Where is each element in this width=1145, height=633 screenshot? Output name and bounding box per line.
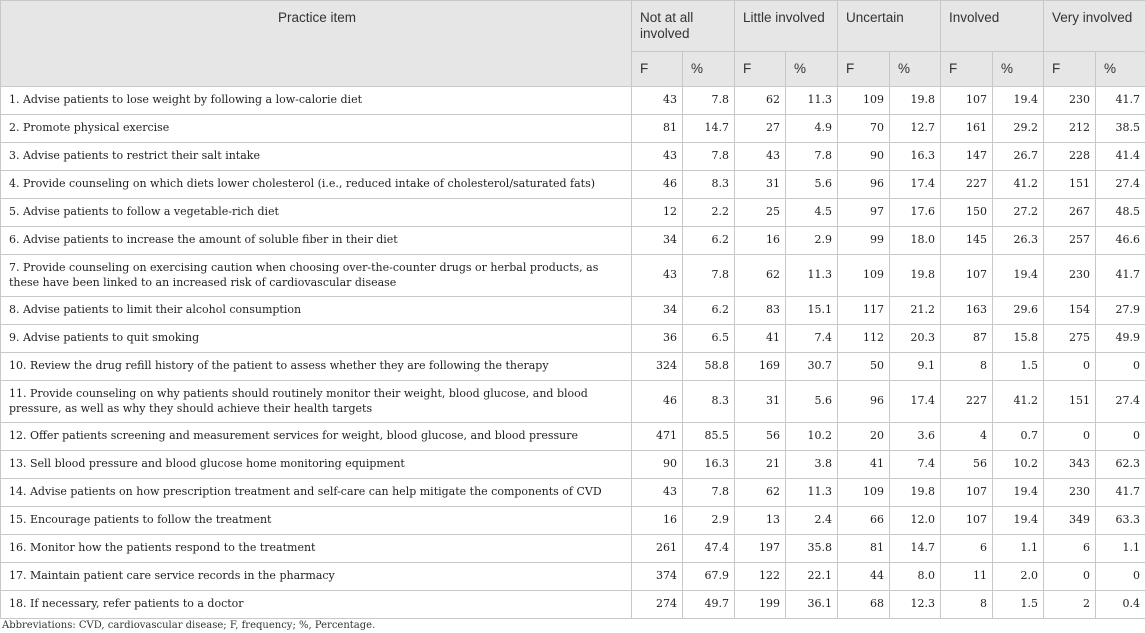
table-row	[1, 255, 1145, 297]
practice-item-header: Practice item	[1, 1, 632, 87]
frequency-cell: 16	[735, 227, 786, 255]
practice-item-cell: 7. Provide counseling on exercising caution when choosing over-the-counter drugs or herbal products, as these have been linked to an increased risk of cardiovascular disease	[1, 255, 632, 297]
frequency-cell: 343	[1044, 451, 1096, 479]
percentage-cell: 7.8	[683, 143, 735, 171]
frequency-cell: 43	[735, 143, 786, 171]
percentage-cell: 15.8	[993, 325, 1044, 353]
frequency-cell: 109	[838, 479, 890, 507]
table-row	[1, 451, 1145, 479]
frequency-cell: 43	[632, 87, 683, 115]
practice-item-cell: 15. Encourage patients to follow the treatment	[1, 507, 632, 535]
percentage-cell: 6.2	[683, 297, 735, 325]
frequency-cell: 107	[941, 507, 993, 535]
percentage-cell: 19.4	[993, 255, 1044, 297]
frequency-cell: 197	[735, 535, 786, 563]
percentage-cell: 8.0	[890, 563, 941, 591]
header-row-groups	[1, 1, 1145, 52]
frequency-cell: 374	[632, 563, 683, 591]
frequency-cell: 13	[735, 507, 786, 535]
percentage-cell: 27.4	[1096, 381, 1145, 423]
frequency-cell: 99	[838, 227, 890, 255]
frequency-cell: 68	[838, 591, 890, 619]
percentage-cell: 10.2	[786, 423, 838, 451]
frequency-cell: 349	[1044, 507, 1096, 535]
percentage-cell: 49.7	[683, 591, 735, 619]
table-row	[1, 115, 1145, 143]
percentage-cell: 62.3	[1096, 451, 1145, 479]
frequency-cell: 145	[941, 227, 993, 255]
frequency-cell: 25	[735, 199, 786, 227]
frequency-cell: 261	[632, 535, 683, 563]
percentage-cell: 12.0	[890, 507, 941, 535]
percentage-cell: 41.2	[993, 381, 1044, 423]
frequency-cell: 96	[838, 171, 890, 199]
table-row	[1, 143, 1145, 171]
percentage-cell: 12.7	[890, 115, 941, 143]
percentage-cell: 8.3	[683, 171, 735, 199]
sub-header-f: F	[632, 52, 683, 87]
percentage-cell: 0	[1096, 423, 1145, 451]
frequency-cell: 41	[838, 451, 890, 479]
practice-item-cell: 2. Promote physical exercise	[1, 115, 632, 143]
frequency-cell: 44	[838, 563, 890, 591]
practice-item-cell: 14. Advise patients on how prescription treatment and self-care can help mitigate the components of CVD	[1, 479, 632, 507]
frequency-cell: 257	[1044, 227, 1096, 255]
frequency-cell: 0	[1044, 353, 1096, 381]
percentage-cell: 14.7	[683, 115, 735, 143]
percentage-cell: 19.4	[993, 87, 1044, 115]
frequency-cell: 36	[632, 325, 683, 353]
percentage-cell: 58.8	[683, 353, 735, 381]
frequency-cell: 0	[1044, 423, 1096, 451]
percentage-cell: 16.3	[683, 451, 735, 479]
table-row	[1, 171, 1145, 199]
sub-header-f: F	[735, 52, 786, 87]
practice-item-cell: 17. Maintain patient care service records in the pharmacy	[1, 563, 632, 591]
percentage-cell: 2.4	[786, 507, 838, 535]
percentage-cell: 8.3	[683, 381, 735, 423]
frequency-cell: 150	[941, 199, 993, 227]
frequency-cell: 107	[941, 87, 993, 115]
frequency-cell: 56	[735, 423, 786, 451]
frequency-cell: 31	[735, 171, 786, 199]
frequency-cell: 6	[1044, 535, 1096, 563]
percentage-cell: 30.7	[786, 353, 838, 381]
percentage-cell: 35.8	[786, 535, 838, 563]
percentage-cell: 7.8	[683, 479, 735, 507]
percentage-cell: 7.8	[683, 87, 735, 115]
percentage-cell: 4.9	[786, 115, 838, 143]
percentage-cell: 10.2	[993, 451, 1044, 479]
frequency-cell: 147	[941, 143, 993, 171]
frequency-cell: 20	[838, 423, 890, 451]
table-row	[1, 325, 1145, 353]
table-row	[1, 297, 1145, 325]
frequency-cell: 12	[632, 199, 683, 227]
percentage-cell: 85.5	[683, 423, 735, 451]
percentage-cell: 41.7	[1096, 87, 1145, 115]
table-row	[1, 227, 1145, 255]
practice-item-cell: 3. Advise patients to restrict their salt intake	[1, 143, 632, 171]
percentage-cell: 19.4	[993, 479, 1044, 507]
table-row	[1, 507, 1145, 535]
frequency-cell: 46	[632, 171, 683, 199]
practice-item-cell: 8. Advise patients to limit their alcohol consumption	[1, 297, 632, 325]
frequency-cell: 228	[1044, 143, 1096, 171]
percentage-cell: 41.7	[1096, 479, 1145, 507]
percentage-cell: 6.2	[683, 227, 735, 255]
percentage-cell: 6.5	[683, 325, 735, 353]
percentage-cell: 11.3	[786, 255, 838, 297]
frequency-cell: 81	[838, 535, 890, 563]
percentage-cell: 29.6	[993, 297, 1044, 325]
percentage-cell: 1.1	[993, 535, 1044, 563]
percentage-cell: 17.4	[890, 171, 941, 199]
frequency-cell: 112	[838, 325, 890, 353]
practice-item-cell: 9. Advise patients to quit smoking	[1, 325, 632, 353]
table-row	[1, 199, 1145, 227]
frequency-cell: 90	[838, 143, 890, 171]
sub-header-f: F	[1044, 52, 1096, 87]
percentage-cell: 19.8	[890, 87, 941, 115]
frequency-cell: 96	[838, 381, 890, 423]
percentage-cell: 27.4	[1096, 171, 1145, 199]
percentage-cell: 29.2	[993, 115, 1044, 143]
table-header	[1, 1, 1145, 87]
frequency-cell: 16	[632, 507, 683, 535]
percentage-cell: 9.1	[890, 353, 941, 381]
percentage-cell: 5.6	[786, 381, 838, 423]
percentage-cell: 0.7	[993, 423, 1044, 451]
percentage-cell: 1.5	[993, 591, 1044, 619]
practice-item-cell: 6. Advise patients to increase the amount of soluble fiber in their diet	[1, 227, 632, 255]
percentage-cell: 4.5	[786, 199, 838, 227]
practice-item-cell: 1. Advise patients to lose weight by following a low-calorie diet	[1, 87, 632, 115]
frequency-cell: 34	[632, 227, 683, 255]
sub-header-pct: %	[1096, 52, 1145, 87]
frequency-cell: 227	[941, 171, 993, 199]
frequency-cell: 43	[632, 143, 683, 171]
practice-item-cell: 10. Review the drug refill history of the patient to assess whether they are following the therapy	[1, 353, 632, 381]
table-row	[1, 87, 1145, 115]
practice-item-cell: 13. Sell blood pressure and blood glucose home monitoring equipment	[1, 451, 632, 479]
percentage-cell: 0.4	[1096, 591, 1145, 619]
percentage-cell: 2.2	[683, 199, 735, 227]
percentage-cell: 7.8	[786, 143, 838, 171]
frequency-cell: 34	[632, 297, 683, 325]
percentage-cell: 20.3	[890, 325, 941, 353]
frequency-cell: 212	[1044, 115, 1096, 143]
frequency-cell: 8	[941, 591, 993, 619]
frequency-cell: 154	[1044, 297, 1096, 325]
frequency-cell: 107	[941, 255, 993, 297]
sub-header-f: F	[838, 52, 890, 87]
frequency-cell: 275	[1044, 325, 1096, 353]
frequency-cell: 151	[1044, 381, 1096, 423]
frequency-cell: 62	[735, 87, 786, 115]
frequency-cell: 230	[1044, 255, 1096, 297]
table-row	[1, 381, 1145, 423]
percentage-cell: 1.5	[993, 353, 1044, 381]
frequency-cell: 8	[941, 353, 993, 381]
frequency-cell: 199	[735, 591, 786, 619]
percentage-cell: 7.8	[683, 255, 735, 297]
percentage-cell: 19.4	[993, 507, 1044, 535]
percentage-cell: 14.7	[890, 535, 941, 563]
percentage-cell: 7.4	[786, 325, 838, 353]
frequency-cell: 41	[735, 325, 786, 353]
frequency-cell: 6	[941, 535, 993, 563]
percentage-cell: 5.6	[786, 171, 838, 199]
percentage-cell: 22.1	[786, 563, 838, 591]
percentage-cell: 27.9	[1096, 297, 1145, 325]
percentage-cell: 2.9	[683, 507, 735, 535]
footnote: Abbreviations: CVD, cardiovascular disease; F, frequency; %, Percentage.	[2, 620, 376, 631]
frequency-cell: 27	[735, 115, 786, 143]
frequency-cell: 90	[632, 451, 683, 479]
table-row	[1, 479, 1145, 507]
frequency-cell: 81	[632, 115, 683, 143]
frequency-cell: 62	[735, 255, 786, 297]
percentage-cell: 27.2	[993, 199, 1044, 227]
percentage-cell: 41.2	[993, 171, 1044, 199]
frequency-cell: 21	[735, 451, 786, 479]
frequency-cell: 4	[941, 423, 993, 451]
table-row	[1, 535, 1145, 563]
percentage-cell: 11.3	[786, 479, 838, 507]
percentage-cell: 47.4	[683, 535, 735, 563]
percentage-cell: 63.3	[1096, 507, 1145, 535]
frequency-cell: 2	[1044, 591, 1096, 619]
frequency-cell: 50	[838, 353, 890, 381]
percentage-cell: 17.6	[890, 199, 941, 227]
practice-item-cell: 11. Provide counseling on why patients should routinely monitor their weight, blood glucose, and blood pressure, as well as why they should achieve their health targets	[1, 381, 632, 423]
percentage-cell: 41.4	[1096, 143, 1145, 171]
frequency-cell: 62	[735, 479, 786, 507]
percentage-cell: 16.3	[890, 143, 941, 171]
sub-header-pct: %	[993, 52, 1044, 87]
frequency-cell: 117	[838, 297, 890, 325]
percentage-cell: 11.3	[786, 87, 838, 115]
frequency-cell: 227	[941, 381, 993, 423]
percentage-cell: 19.8	[890, 255, 941, 297]
practice-item-cell: 5. Advise patients to follow a vegetable-rich diet	[1, 199, 632, 227]
frequency-cell: 0	[1044, 563, 1096, 591]
percentage-cell: 38.5	[1096, 115, 1145, 143]
frequency-cell: 230	[1044, 479, 1096, 507]
percentage-cell: 0	[1096, 353, 1145, 381]
percentage-cell: 67.9	[683, 563, 735, 591]
sub-header-pct: %	[786, 52, 838, 87]
percentage-cell: 12.3	[890, 591, 941, 619]
frequency-cell: 169	[735, 353, 786, 381]
frequency-cell: 230	[1044, 87, 1096, 115]
percentage-cell: 2.9	[786, 227, 838, 255]
frequency-cell: 161	[941, 115, 993, 143]
table-row	[1, 591, 1145, 619]
frequency-cell: 46	[632, 381, 683, 423]
frequency-cell: 122	[735, 563, 786, 591]
percentage-cell: 46.6	[1096, 227, 1145, 255]
group-header-uncertain: Uncertain	[838, 1, 941, 52]
percentage-cell: 1.1	[1096, 535, 1145, 563]
frequency-cell: 109	[838, 87, 890, 115]
frequency-cell: 97	[838, 199, 890, 227]
percentage-cell: 41.7	[1096, 255, 1145, 297]
percentage-cell: 18.0	[890, 227, 941, 255]
sub-header-f: F	[941, 52, 993, 87]
frequency-cell: 31	[735, 381, 786, 423]
frequency-cell: 70	[838, 115, 890, 143]
frequency-cell: 87	[941, 325, 993, 353]
table-body	[1, 87, 1145, 619]
percentage-cell: 3.6	[890, 423, 941, 451]
table-row	[1, 563, 1145, 591]
percentage-cell: 48.5	[1096, 199, 1145, 227]
frequency-cell: 107	[941, 479, 993, 507]
percentage-cell: 2.0	[993, 563, 1044, 591]
practice-item-cell: 12. Offer patients screening and measurement services for weight, blood glucose, and blood pressure	[1, 423, 632, 451]
frequency-cell: 163	[941, 297, 993, 325]
frequency-cell: 11	[941, 563, 993, 591]
percentage-cell: 15.1	[786, 297, 838, 325]
percentage-cell: 7.4	[890, 451, 941, 479]
percentage-cell: 21.2	[890, 297, 941, 325]
table-row	[1, 423, 1145, 451]
group-header-very-involved: Very involved	[1044, 1, 1145, 52]
frequency-cell: 324	[632, 353, 683, 381]
group-header-not-at-all-involved: Not at all involved	[632, 1, 735, 52]
percentage-cell: 17.4	[890, 381, 941, 423]
percentage-cell: 3.8	[786, 451, 838, 479]
frequency-cell: 43	[632, 255, 683, 297]
practice-item-cell: 4. Provide counseling on which diets lower cholesterol (i.e., reduced intake of cholesterol/saturated fats)	[1, 171, 632, 199]
frequency-cell: 66	[838, 507, 890, 535]
frequency-cell: 43	[632, 479, 683, 507]
frequency-cell: 274	[632, 591, 683, 619]
frequency-cell: 83	[735, 297, 786, 325]
table-row	[1, 353, 1145, 381]
frequency-cell: 267	[1044, 199, 1096, 227]
percentage-cell: 26.7	[993, 143, 1044, 171]
frequency-cell: 56	[941, 451, 993, 479]
sub-header-pct: %	[890, 52, 941, 87]
group-header-little-involved: Little involved	[735, 1, 838, 52]
percentage-cell: 19.8	[890, 479, 941, 507]
percentage-cell: 0	[1096, 563, 1145, 591]
practice-item-cell: 16. Monitor how the patients respond to the treatment	[1, 535, 632, 563]
sub-header-pct: %	[683, 52, 735, 87]
percentage-cell: 26.3	[993, 227, 1044, 255]
practice-item-cell: 18. If necessary, refer patients to a doctor	[1, 591, 632, 619]
group-header-involved: Involved	[941, 1, 1044, 52]
percentage-cell: 36.1	[786, 591, 838, 619]
frequency-cell: 151	[1044, 171, 1096, 199]
frequency-cell: 109	[838, 255, 890, 297]
frequency-cell: 471	[632, 423, 683, 451]
percentage-cell: 49.9	[1096, 325, 1145, 353]
